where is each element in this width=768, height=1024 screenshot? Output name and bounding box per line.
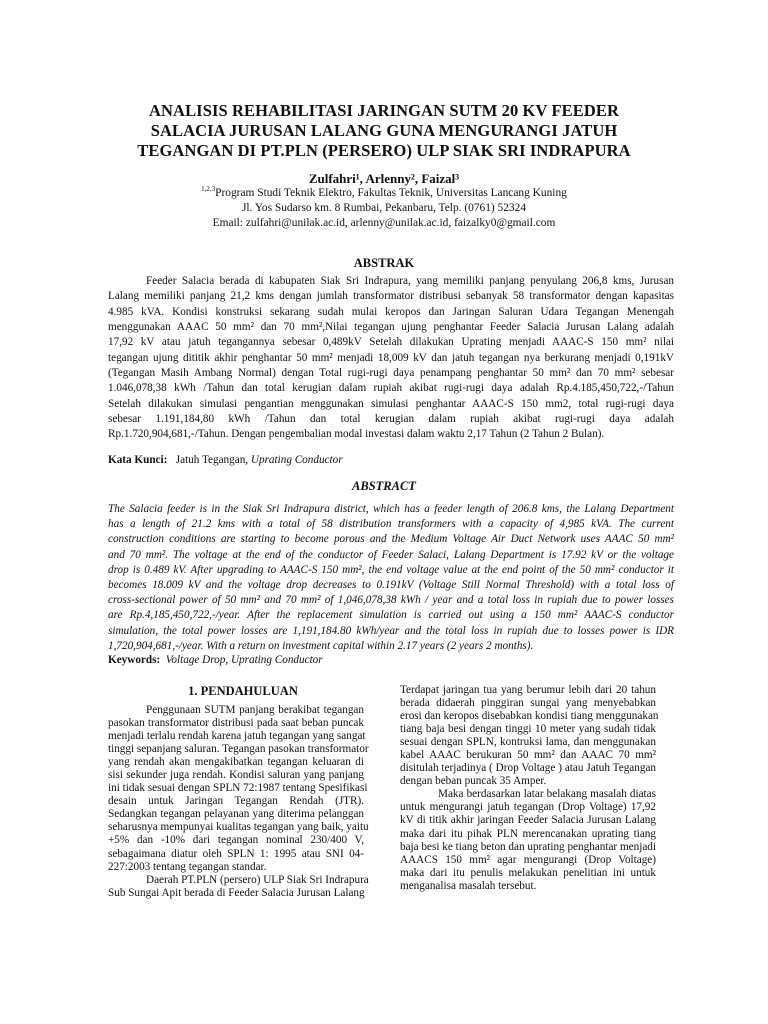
abstrak-line: Rp.1.720,904,681,-/Tahun. Dengan pengembalian modal investasi dalam waktu 2,17 Tahun (2 Tahun 2 Bulan). bbox=[108, 428, 605, 441]
abstract-line: has a length of 21.2 kms with a total of 58 distribution transformers with a capacity of 4,985 kVA. The current bbox=[108, 518, 674, 531]
body-line: berada didaerah pinggiran sungai yang menyebabkan bbox=[400, 697, 656, 710]
title-line: TEGANGAN DI PT.PLN (PERSERO) ULP SIAK SRI INDRAPURA bbox=[137, 141, 631, 160]
kata-kunci-label: Kata Kunci: bbox=[108, 454, 168, 466]
body-line: tinggi sepanjang saluran. Tegangan pasokan transformator bbox=[108, 743, 369, 756]
kata-kunci bbox=[108, 454, 343, 466]
body-line: kabel AAAC berukuran 50 mm² dan AAAC 70 mm² bbox=[400, 749, 656, 762]
abstract-line: are Rp.4,185,450,722,-/year. After the replacement simulation is carried out using a 150 mm² AAAC-S conductor bbox=[108, 609, 674, 622]
left-column bbox=[108, 704, 369, 900]
body-line: Sedangkan tegangan pelayanan yang diterima pelanggan bbox=[108, 808, 364, 821]
abstrak-body bbox=[108, 274, 674, 443]
body-line: sesuai dengan SPLN, kontruksi lama, dan menggunakan bbox=[400, 736, 656, 749]
abstract-heading: ABSTRACT bbox=[352, 479, 416, 493]
body-line: baja besi ke tiang beton dan uprating penghantar menjadi bbox=[400, 840, 656, 853]
body-line: pasokan transformator distribusi pada saat beban puncak bbox=[108, 717, 364, 730]
abstrak-line: (Tegangan Masih Ambang Normal) dengan Total rugi-rugi daya penampang penghantar 50 mm² dan 70 mm² sebesar bbox=[108, 367, 674, 380]
body-line: Terdapat jaringan tua yang berumur lebih dari 20 tahun bbox=[400, 684, 656, 696]
title-line: SALACIA JURUSAN LALANG GUNA MENGURANGI JATUH bbox=[150, 121, 618, 140]
kata-kunci-italic: Uprating Conductor bbox=[250, 454, 343, 466]
abstrak-line: Lalang memiliki panjang 21,2 kms dengan jumlah transformator distribusi sebanyak 58 transformator dengan kapasitas bbox=[108, 290, 674, 303]
abstract-line: and 70 mm². The voltage at the end of the conductor of Feeder Salaci, Lalang Department is 17.92 kV or the voltage bbox=[108, 548, 674, 561]
right-column bbox=[400, 684, 659, 893]
abstract-line: construction conditions are starting to become porous and the Medium Voltage Air Duct Network uses AAAC 50 mm² bbox=[108, 533, 674, 546]
body-line: +5% dan -10% dari tegangan nominal 230/400 V, bbox=[108, 834, 364, 847]
abstrak-heading: ABSTRAK bbox=[353, 256, 415, 270]
body-line: ini tidak sesuai dengan SPLN 72:1987 tentang Spesifikasi bbox=[108, 782, 368, 795]
body-line: disitulah terjadinya ( Drop Voltage ) atau Jatuh Tegangan bbox=[400, 762, 656, 775]
body-line: maka dari itu pihak PLN merencanakan uprating tiang bbox=[400, 827, 656, 840]
body-line: maka dari itu penulis melakukan penelitian ini untuk bbox=[400, 866, 656, 879]
affiliation bbox=[0, 186, 768, 231]
affiliation-line: $^{1,2,3}$Program Studi Teknik Elektro, Fakultas Teknik, Universitas Lancang Kuning bbox=[201, 185, 567, 199]
title-line: ANALISIS REHABILITASI JARINGAN SUTM 20 KV FEEDER bbox=[149, 101, 619, 120]
body-line: menjadi terlalu rendah karena jatuh tegangan yang sangat bbox=[108, 730, 366, 743]
body-line: Daerah PT.PLN (persero) ULP Siak Sri Indrapura bbox=[146, 873, 369, 886]
body-line: kV di titik akhir jaringan Feeder Salacia Jurusan Lalang bbox=[400, 814, 656, 827]
body-line: seharusnya mempunyai kualitas tegangan yang baik, yaitu bbox=[108, 821, 369, 834]
abstrak-line: sebesar 1.191,184,80 kWh /Tahun dan total kerugian dalam rupiah akibat rugi-rugi daya adalah bbox=[108, 413, 674, 426]
affiliation-superscript: 1,2,3 bbox=[201, 185, 216, 194]
keywords-text: Voltage Drop, Uprating Conductor bbox=[165, 654, 323, 666]
abstract-line: The Salacia feeder is in the Siak Sri Indrapura district, which has a feeder length of 206.8 kms, the Lalang Department bbox=[108, 503, 674, 515]
body-line: Maka berdasarkan latar belakang masalah diatas bbox=[438, 788, 656, 801]
keywords bbox=[108, 654, 323, 666]
affiliation-address: Jl. Yos Sudarso km. 8 Rumbai, Pekanbaru, Telp. (0761) 52324 bbox=[241, 202, 527, 214]
abstract-body bbox=[108, 502, 674, 654]
abstract-line: drop is 0.489 kV. After upgrading to AAAC-S 150 mm², the end voltage value at the end point of the 50 mm² conductor it bbox=[108, 563, 674, 576]
abstract-line: becomes 18.009 kV and the voltage drop decreases to 0.191kV (Voltage Still Normal Threshold) with a total loss of bbox=[108, 579, 674, 592]
abstrak-line: Feeder Salacia berada di kabupaten Siak Sri Indrapura, yang memiliki panjang penyulang 206,8 kms, Jurusan bbox=[146, 275, 674, 287]
body-line: menganalisa masalah tersebut. bbox=[400, 879, 537, 892]
kata-kunci-text: Jatuh Tegangan, bbox=[175, 454, 249, 466]
body-line: Sub Sungai Apit berada di Feeder Salacia Jurusan Lalang bbox=[108, 886, 365, 899]
abstract-line: 1,720,904,681,-/year. With a return on investment capital within 2.17 years (2 years 2 months). bbox=[108, 639, 534, 652]
keywords-label: Keywords: bbox=[108, 654, 161, 666]
abstract-line: simulation, the total power losses are 1,191,184.80 kWh/year and the total loss in rupiah due to losses power is IDR bbox=[108, 624, 674, 637]
abstrak-line: 1.046,078,38 kWh /Tahun dan total kerugian dalam rupiah akibat rugi-rugi daya adalah Rp.4.185,450,722,-/Tahun bbox=[108, 382, 674, 395]
authors: Zulfahri¹, Arlenny², Faizal³ bbox=[308, 171, 460, 186]
body-line: tiang baja besi dengan tinggi 10 meter yang sudah tidak bbox=[400, 723, 656, 736]
abstrak-line: tegangan ujung dititik akhir penghantar 50 mm² menjadi 18,009 kV dan jatuh tegangan nya berkurang menjadi 0,191kV bbox=[108, 351, 674, 364]
body-line: sebagaimana diatur oleh SPLN 1: 1995 atau SNI 04- bbox=[108, 847, 364, 860]
body-line: dengan beban puncak 35 Amper. bbox=[400, 775, 547, 788]
abstract-line: cross-sectional power of 50 mm² and 70 mm² of 1,046,078,38 kWh / year and a total loss in rupiah due to power losses bbox=[108, 594, 674, 607]
body-line: untuk mengurangi jatuh tegangan (Drop Voltage) 17,92 bbox=[400, 801, 656, 814]
body-line: sisi sekunder juga rendah. Kondisi saluran yang panjang bbox=[108, 769, 364, 782]
affiliation-email: Email: zulfahri@unilak.ac.id, arlenny@unilak.ac.id, faizalky0@gmail.com bbox=[212, 217, 556, 229]
abstrak-line: 17,92 kV atau jatuh tegangannya sebesar 0,489kV Setelah dilakukan Uprating menjadi AAAC-S 150 mm² nilai bbox=[108, 336, 674, 349]
abstrak-line: Setelah dilakukan simulasi pengantian menggunakan simulasi penghantar AAAC-S 150 mm2, total rugi-rugi daya bbox=[108, 397, 674, 410]
body-line: AAACS 150 mm² agar mengurangi (Drop Voltage) bbox=[400, 853, 656, 866]
body-line: 227:2003 tentang tegangan standar. bbox=[108, 860, 267, 873]
paper-title bbox=[100, 101, 668, 161]
body-line: erosi dan keropos disebabkan kondisi tiang menggunakan bbox=[400, 710, 659, 723]
abstrak-line: 4.985 kVA. Kondisi konstruksi sekarang sudah mulai keropos dan Jaringan Saluran Udara Tegangan Menengah bbox=[108, 305, 674, 318]
body-line: yang rendah akan mengakibatkan tegangan keluaran di bbox=[108, 756, 364, 769]
body-line: desain untuk Jaringan Tegangan Rendah (JTR). bbox=[108, 795, 364, 808]
section-heading: 1. PENDAHULUAN bbox=[188, 684, 298, 698]
body-line: Penggunaan SUTM panjang berakibat tegangan bbox=[146, 704, 364, 716]
abstrak-line: menggunakan AAAC 50 mm² dan 70 mm²,Nilai tegangan ujung penghantar Feeder Salacia Jurusan Lalang adalah bbox=[108, 321, 674, 334]
